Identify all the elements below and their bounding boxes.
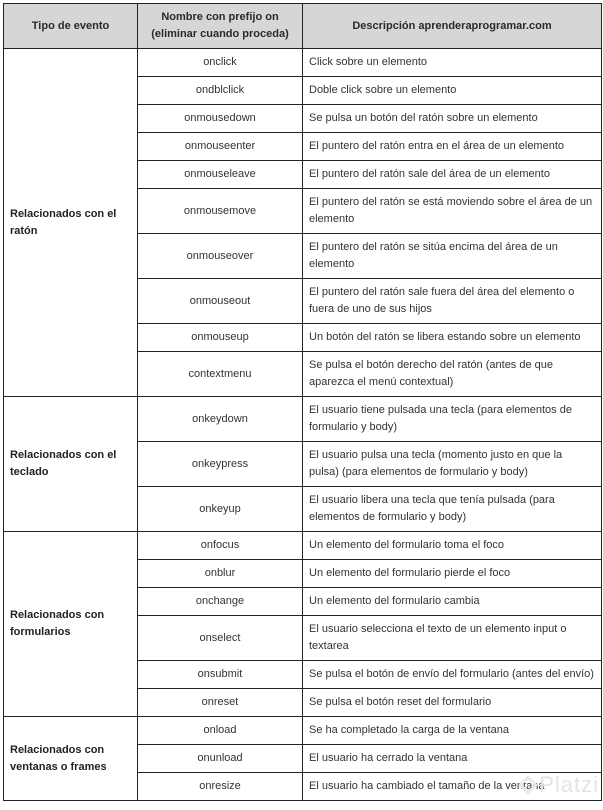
category-cell: Relacionados con el teclado (4, 397, 138, 532)
event-name-cell: onmousemove (138, 189, 303, 234)
event-name-cell: ondblclick (138, 77, 303, 105)
event-name-cell: onmouseup (138, 324, 303, 352)
description-cell: El usuario tiene pulsada una tecla (para elementos de formulario y body) (303, 397, 602, 442)
table-body (4, 49, 602, 801)
description-cell: Un elemento del formulario pierde el foco (303, 560, 602, 588)
event-name-cell: onsubmit (138, 661, 303, 689)
category-cell: Relacionados con el ratón (4, 49, 138, 397)
description-cell: El puntero del ratón se está moviendo sobre el área de un elemento (303, 189, 602, 234)
event-name-cell: onmouseout (138, 279, 303, 324)
header-description: Descripción aprenderaprogramar.com (303, 4, 602, 49)
description-cell: Un botón del ratón se libera estando sobre un elemento (303, 324, 602, 352)
description-cell: El puntero del ratón sale fuera del área del elemento o fuera de uno de sus hijos (303, 279, 602, 324)
platzi-watermark (521, 772, 599, 798)
header-event-name-line2: (eliminar cuando proceda) (151, 28, 289, 40)
description-cell: Se pulsa el botón derecho del ratón (antes de que aparezca el menú contextual) (303, 352, 602, 397)
header-event-name (138, 4, 303, 49)
event-name-cell: onunload (138, 745, 303, 773)
event-name-cell: onkeypress (138, 442, 303, 487)
event-name-cell: onresize (138, 773, 303, 801)
event-name-cell: onkeydown (138, 397, 303, 442)
description-cell: El usuario selecciona el texto de un elemento input o textarea (303, 616, 602, 661)
description-cell: Se ha completado la carga de la ventana (303, 717, 602, 745)
description-cell: Se pulsa el botón de envío del formulario (antes del envío) (303, 661, 602, 689)
event-name-cell: onmouseover (138, 234, 303, 279)
event-name-cell: contextmenu (138, 352, 303, 397)
event-name-cell: onchange (138, 588, 303, 616)
category-cell: Relacionados con ventanas o frames (4, 717, 138, 801)
watermark-text: Platzi (539, 772, 599, 797)
description-cell: El puntero del ratón entra en el área de un elemento (303, 133, 602, 161)
description-cell: El usuario ha cerrado la ventana (303, 745, 602, 773)
event-name-cell: onmouseleave (138, 161, 303, 189)
header-event-type: Tipo de evento (4, 4, 138, 49)
event-name-cell: onload (138, 717, 303, 745)
description-cell: Un elemento del formulario toma el foco (303, 532, 602, 560)
description-cell: Se pulsa el botón reset del formulario (303, 689, 602, 717)
category-cell: Relacionados con formularios (4, 532, 138, 717)
description-cell: El usuario ha cambiado el tamaño de la ventana (303, 773, 602, 801)
table-row (4, 717, 602, 745)
table-row (4, 397, 602, 442)
description-cell: El puntero del ratón sale del área de un elemento (303, 161, 602, 189)
description-cell: El puntero del ratón se sitúa encima del área de un elemento (303, 234, 602, 279)
event-name-cell: onmouseenter (138, 133, 303, 161)
header-event-name-line1: Nombre con prefijo on (161, 11, 279, 23)
event-name-cell: onclick (138, 49, 303, 77)
events-table (3, 3, 602, 801)
description-cell: El usuario pulsa una tecla (momento justo en que la pulsa) (para elementos de formulario y body) (303, 442, 602, 487)
platzi-logo-icon (518, 775, 538, 795)
event-name-cell: onkeyup (138, 487, 303, 532)
description-cell: Click sobre un elemento (303, 49, 602, 77)
event-name-cell: onselect (138, 616, 303, 661)
event-name-cell: onreset (138, 689, 303, 717)
description-cell: Se pulsa un botón del ratón sobre un elemento (303, 105, 602, 133)
event-name-cell: onfocus (138, 532, 303, 560)
description-cell: Doble click sobre un elemento (303, 77, 602, 105)
table-row (4, 532, 602, 560)
header-row (4, 4, 602, 49)
event-name-cell: onmousedown (138, 105, 303, 133)
description-cell: Un elemento del formulario cambia (303, 588, 602, 616)
description-cell: El usuario libera una tecla que tenía pulsada (para elementos de formulario y body) (303, 487, 602, 532)
event-name-cell: onblur (138, 560, 303, 588)
table-row (4, 49, 602, 77)
